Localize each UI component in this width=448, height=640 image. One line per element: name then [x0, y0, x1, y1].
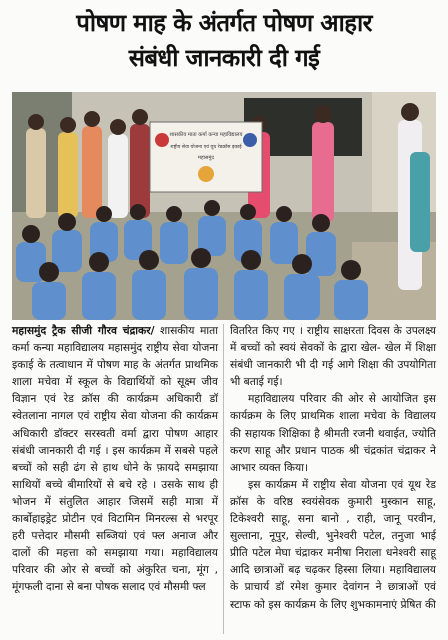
- article-left-text: शासकीय माता कर्मा कन्या महाविद्यालय महासमुंद राष्ट्रीय सेवा योजना इकाई के तत्वाधान में पोषण माह के अंतर्गत प्राथमिक शाला मचेवा में स्कूल के विद्यार्थियों को सूक्ष्म जीव विज्ञान एवं रेड क्रॉस की कार्यक्रम अधिकारी डॉ स्वेतलाना नागल एवं राष्ट्रीय सेवा योजना की कार्यक्रम अधिकारी डॉक्टर सरस्वती वर्मा द्वारा पोषण आहार संबंधी जानकारी दी गई । इस कार्यक्रम में सबसे पहले बच्चों को सही ढंग से हाथ धोने के फ़ायदे समझाया साथियों बच्चे बीमारियों से बचे रहे । उसके साथ ही भोजन में संतुलित आहार जिसमें सही मात्रा में कार्बोहाइड्रेट प्रोटीन एवं विटामिन मिनरल्स से भरपूर हरी पत्तेदार मौसमी सब्जियां एवं फ्ल अनाज और दालों की महत्ता को समझाया गया। महाविद्यालय परिवार की ओर से बच्चों को अंकुरित चना, मूंग , मूंगफली दाना से बना पोषक सलाद एवं मौसमी फ्ल: [12, 324, 219, 594]
- event-photo: [12, 92, 436, 320]
- headline-line-1: पोषण माह के अंतर्गत पोषण आहार: [76, 9, 372, 37]
- event-photo-illustration: [12, 92, 436, 320]
- article-body: [12, 322, 436, 638]
- article-paragraph: [12, 322, 218, 596]
- event-banner: [150, 122, 262, 192]
- banner-line-3: महासमुंद: [198, 155, 214, 161]
- banner-line-1: शासकीय माता कर्मा कन्या महाविद्यालय: [169, 132, 243, 138]
- banner-line-2: राष्ट्रीय सेवा योजना एवं यूथ रेडक्रॉस इकाई: [170, 145, 242, 150]
- article-paragraph-1: वितरित किए गए । राष्ट्रीय साक्षरता दिवस के उपलक्ष्य में बच्चों को स्वयं सेवकों के द्वारा खेल- खेल में शिक्षा संबंधी जानकारी भी दी गई आगे शिक्षा की उपयोगिता भी बताई गई।: [230, 324, 436, 389]
- logo-left-icon: [155, 133, 169, 147]
- article-paragraph-3: इस कार्यक्रम में राष्ट्रीय सेवा योजना एवं यूथ रेड क्रॉस के वरिष्ठ स्वयंसेवक कुमारी मुस्कान साहू, टिकेश्वरी साहू, सना बानो , राही, जानू परवीन, सुल्ताना, नूपुर, सेल्वी, भुनेश्वरी पटेल, तनुजा भाई प्रीति पटेल मेघा चंद्राकर मनीषा निराला धनेश्वरी साहू आदि छात्राओं बढ़ चढ़कर हिस्सा लिया। महाविद्यालय के प्राचार्य डॉ रमेश कुमार देवांगन ने छात्राओं एवं स्टाफ को इस कार्यक्रम के लिए शुभकामनाएं प्रेषित की: [230, 477, 436, 611]
- headline: [0, 6, 448, 76]
- nss-emblem-icon: [198, 166, 214, 182]
- column-divider: [223, 324, 224, 634]
- article-column-right: [230, 322, 436, 613]
- logo-right-icon: [243, 133, 257, 147]
- article-paragraph-2: महाविद्यालय परिवार की ओर से आयोजित इस कार्यक्रम के लिए प्राथमिक शाला मचेवा के विद्यालय की सहायक शिक्षिका है श्रीमती रजनी थवाईत, ज्योति करण साहू और प्रधान पाठक श्री चंद्रकांत चंद्राकर ने आभार व्यक्त किया।: [230, 392, 436, 474]
- article-column-left: [12, 322, 218, 596]
- dateline: महासमुंद ट्रैक सीजी गौरव चंद्राकर/: [12, 324, 155, 337]
- headline-line-2: संबंधी जानकारी दी गई: [128, 44, 320, 72]
